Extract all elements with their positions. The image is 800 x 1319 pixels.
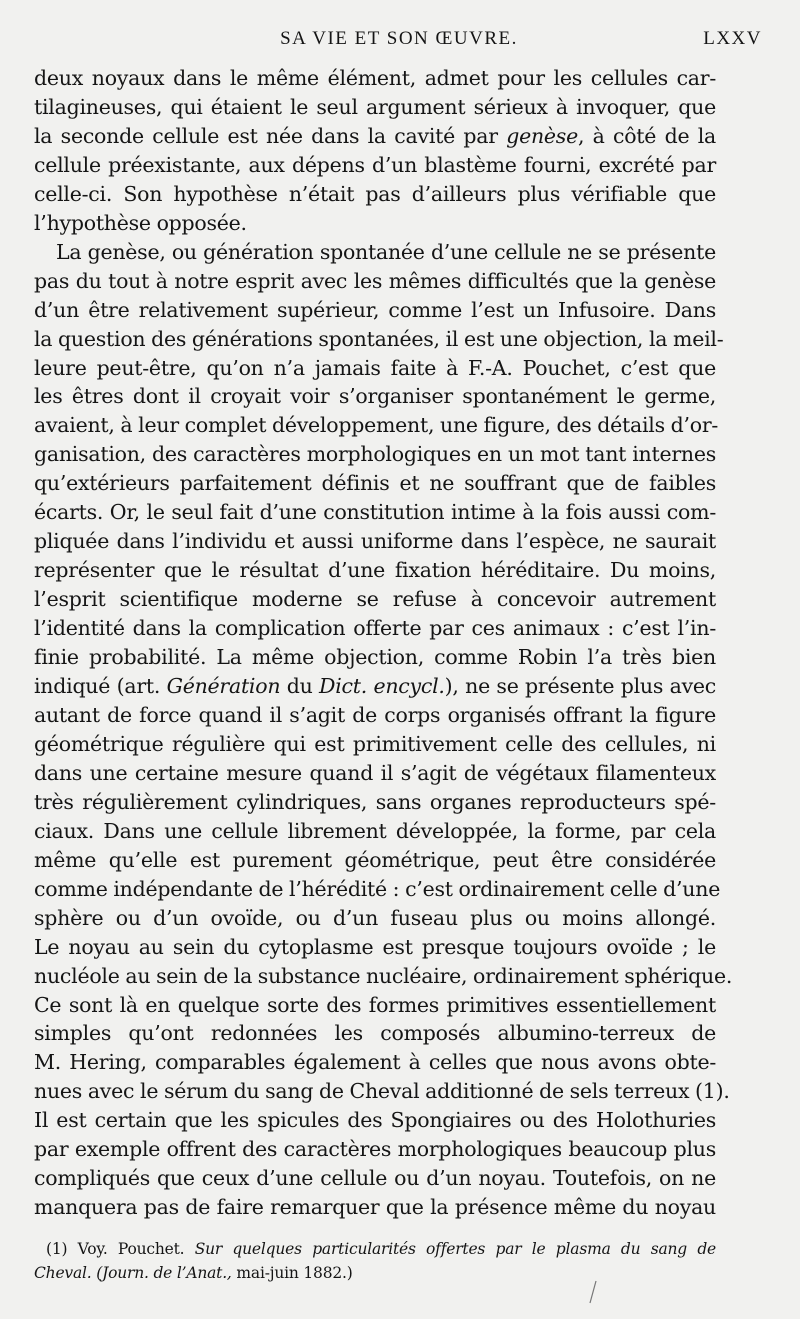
- text-line: pas du tout à notre esprit avec les mêmes difficultés que la genèse: [34, 268, 716, 293]
- text-line: qu’extérieurs parfaitement définis et ne souffrant que de faibles: [34, 471, 716, 496]
- text-line: finie probabilité. La même objection, comme Robin l’a très bien: [34, 645, 716, 670]
- text-line: indiqué (art. Génération du Dict. encycl.), ne se présente plus avec: [34, 674, 717, 699]
- text-line: ciaux. Dans une cellule librement développée, la forme, par cela: [34, 818, 716, 843]
- running-title: SA VIE ET SON ŒUVRE.: [280, 28, 518, 49]
- text-line: géométrique régulière qui est primitivement celle des cellules, ni: [34, 731, 716, 756]
- text-line: Le noyau au sein du cytoplasme est presque toujours ovoïde ; le: [34, 934, 716, 959]
- text-line: l’esprit scientifique moderne se refuse à concevoir autrement: [34, 587, 716, 612]
- page-number: LXXV: [703, 28, 762, 49]
- footnote-ref: (1) Voy. Pouchet.: [46, 1240, 185, 1258]
- text-line: M. Hering, comparables également à celles que nous avons obte-: [34, 1050, 716, 1075]
- footnote-title-end: Cheval.: [34, 1264, 92, 1282]
- text-line: l’identité dans la complication offerte par ces animaux : c’est l’in-: [34, 616, 716, 641]
- text-line: les êtres dont il croyait voir s’organiser spontanément le germe,: [34, 384, 716, 409]
- italic-term: genèse: [506, 123, 578, 148]
- text-line: écarts. Or, le seul fait d’une constitution intime à la fois aussi com-: [34, 500, 716, 525]
- text-line: simples qu’ont redonnées les composés albumino-terreux de: [34, 1021, 716, 1046]
- text-line: deux noyaux dans le même élément, admet pour les cellules car-: [34, 66, 716, 90]
- text-line: par exemple offrent des caractères morphologiques beaucoup plus: [34, 1137, 716, 1162]
- text-line: celle-ci. Son hypothèse n’était pas d’ailleurs plus vérifiable que: [34, 181, 716, 206]
- text-line: sphère ou d’un ovoïde, ou d’un fuseau plus ou moins allongé.: [34, 905, 716, 930]
- text-line: leure peut-être, qu’on n’a jamais faite à F.-A. Pouchet, c’est que: [34, 355, 716, 380]
- text-line: l’hypothèse opposée.: [34, 210, 247, 235]
- text-line: ganisation, des caractères morphologiques en un mot tant internes: [34, 442, 716, 467]
- text-line: dans une certaine mesure quand il s’agit de végétaux filamenteux: [34, 760, 716, 785]
- text-line: compliqués que ceux d’une cellule ou d’un noyau. Toutefois, on ne: [34, 1166, 716, 1191]
- footnote-line: [34, 1261, 716, 1285]
- text-line: pliquée dans l’individu et aussi uniforme dans l’espèce, ne saurait: [34, 529, 716, 554]
- text-line: comme indépendante de l’hérédité : c’est ordinairement celle d’une: [34, 876, 721, 901]
- text-line: représenter que le résultat d’une fixation héréditaire. Du moins,: [34, 558, 716, 583]
- footnote: [34, 1237, 716, 1285]
- page-header: [36, 28, 762, 58]
- text-line: même qu’elle est purement géométrique, peut être considérée: [34, 847, 716, 872]
- text-line: La genèse, ou génération spontanée d’une cellule ne se présente: [56, 239, 716, 264]
- text-line: nues avec le sérum du sang de Cheval additionné de sels terreux (1).: [34, 1079, 730, 1104]
- text-line: tilagineuses, qui étaient le seul argument sérieux à invoquer, que: [34, 94, 716, 119]
- pencil-mark: [588, 1280, 598, 1304]
- footnote-journal: (Journ. de l’Anat.,: [96, 1264, 232, 1282]
- italic-term: Génération: [166, 674, 281, 699]
- text-line: la question des générations spontanées, il est une objection, la meil-: [34, 326, 724, 351]
- footnote-title: Sur quelques particularités offertes par le plasma du sang de: [194, 1240, 717, 1258]
- text-line: manquera pas de faire remarquer que la présence même du noyau: [34, 1195, 716, 1220]
- text-line: très régulièrement cylindriques, sans organes reproducteurs spé-: [34, 789, 716, 814]
- footnote-date: mai-juin 1882.): [236, 1264, 353, 1282]
- text-line: d’un être relativement supérieur, comme l’est un Infusoire. Dans: [34, 297, 716, 322]
- footnote-line: [34, 1237, 716, 1261]
- italic-term: Dict. encycl.: [319, 674, 445, 699]
- text-line: cellule préexistante, aux dépens d’un blastème fourni, excrété par: [34, 152, 716, 177]
- text-line: avaient, à leur complet développement, une figure, des détails d’or-: [34, 413, 719, 438]
- text-line: la seconde cellule est née dans la cavité par genèse, à côté de la: [34, 123, 716, 148]
- text-line: autant de force quand il s’agit de corps organisés offrant la figure: [34, 702, 716, 727]
- body-text: [34, 64, 733, 1222]
- text-line: Il est certain que les spicules des Spongiaires ou des Holothuries: [34, 1108, 716, 1133]
- text-line: Ce sont là en quelque sorte des formes primitives essentiellement: [34, 992, 716, 1017]
- text-line: nucléole au sein de la substance nucléaire, ordinairement sphérique.: [34, 963, 733, 988]
